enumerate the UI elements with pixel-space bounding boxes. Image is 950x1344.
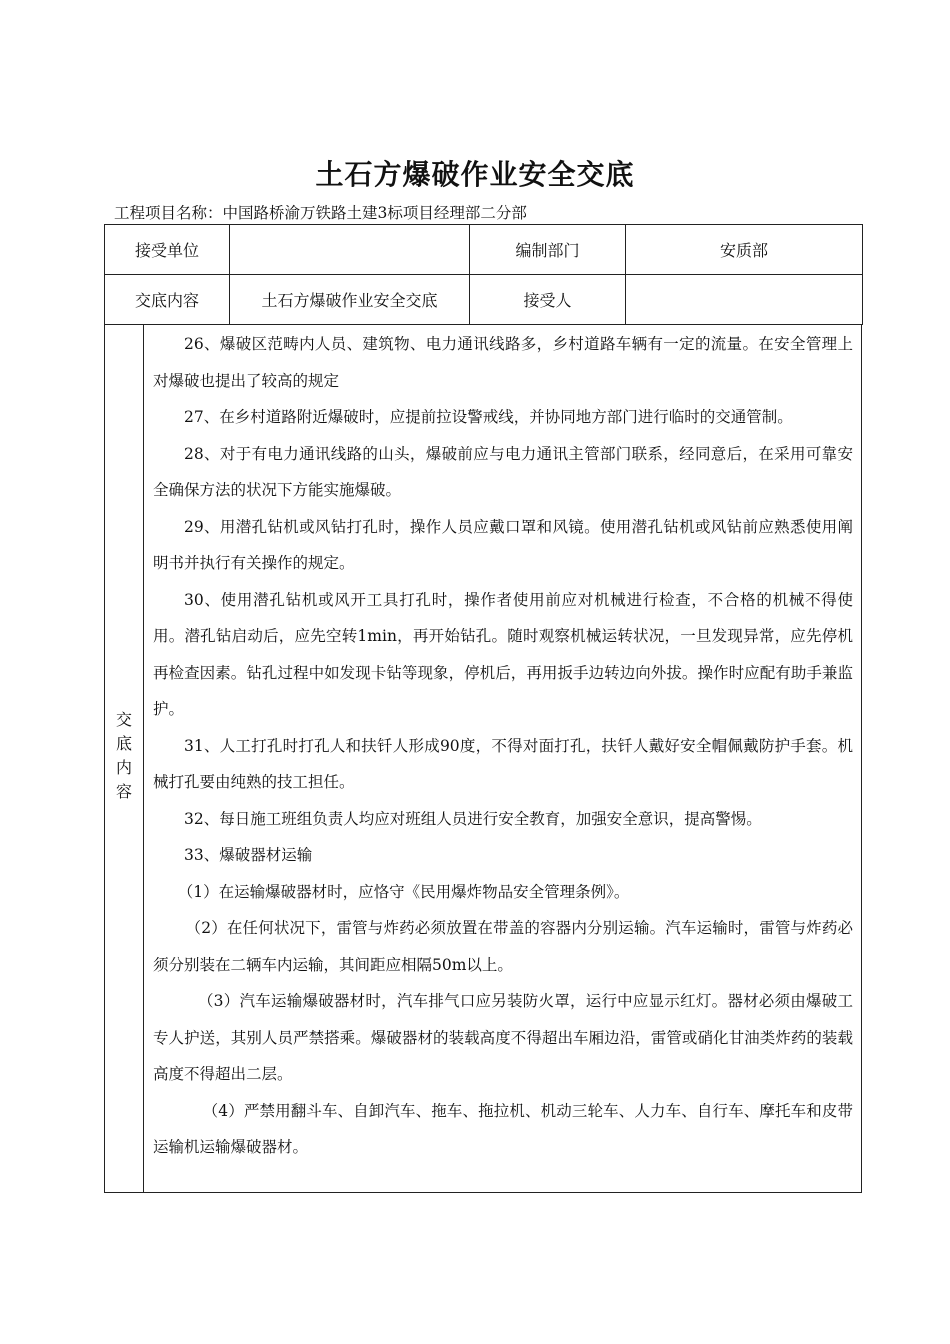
paragraph: （4）严禁用翻斗车、自卸汽车、拖车、拖拉机、机动三轮车、人力车、自行车、摩托车和皮带运输机运输爆破器材。	[153, 1101, 853, 1156]
receiver-unit-label: 接受单位	[105, 225, 230, 275]
project-name: 工程项目名称：中国路桥渝万铁路土建3标项目经理部二分部	[114, 204, 527, 222]
content-box	[104, 324, 862, 1193]
page-title: 土石方爆破作业安全交底	[315, 158, 635, 191]
receiver-unit-value	[230, 225, 470, 275]
header-table	[104, 224, 863, 325]
side-label-char: 底	[115, 734, 132, 753]
receiver-value	[626, 275, 863, 325]
paragraph: （1）在运输爆破器材时，应恪守《民用爆炸物品安全管理条例》。	[177, 882, 630, 901]
paragraph: 31、人工打孔时打孔人和扶钎人形成90度，不得对面打孔，扶钎人戴好安全帽佩戴防护手套。机械打孔要由纯熟的技工担任。	[153, 736, 853, 791]
table-row	[105, 275, 863, 325]
paragraph: （2）在任何状况下，雷管与炸药必须放置在带盖的容器内分别运输。汽车运输时，雷管与炸药必须分别装在二辆车内运输，其间距应相隔50m以上。	[153, 919, 853, 974]
content-label: 交底内容	[105, 275, 230, 325]
paragraph: 33、爆破器材运输	[184, 846, 313, 864]
paragraph: 30、使用潜孔钻机或风开工具打孔时，操作者使用前应对机械进行检查，不合格的机械不得使用。潜孔钻启动后，应先空转1min，再开始钻孔。随时观察机械运转状况，一旦发现异常，应先停机再检查因素。钻孔过程中如发现卡钻等现象，停机后，再用扳手边转边向外拔。操作时应配有助手兼监护。	[153, 590, 853, 718]
side-label-cell	[105, 324, 144, 1192]
paragraph: （3）汽车运输爆破器材时，汽车排气口应另装防火罩，运行中应显示红灯。器材必须由爆破工专人护送，其别人员严禁搭乘。爆破器材的装载高度不得超出车厢边沿，雷管或硝化甘油类炸药的装载高度不得超出二层。	[153, 992, 853, 1083]
side-label-char: 容	[115, 782, 132, 801]
paragraph: 26、爆破区范畴内人员、建筑物、电力通讯线路多，乡村道路车辆有一定的流量。在安全管理上对爆破也提出了较高的规定	[153, 335, 853, 390]
paragraph: 32、每日施工班组负责人均应对班组人员进行安全教育，加强安全意识，提高警惕。	[184, 809, 762, 828]
paragraph: 28、对于有电力通讯线路的山头，爆破前应与电力通讯主管部门联系，经同意后，在采用可靠安全确保方法的状况下方能实施爆破。	[153, 444, 853, 499]
content-value: 土石方爆破作业安全交底	[230, 275, 470, 325]
side-label-char: 交	[115, 710, 132, 729]
table-row	[105, 225, 863, 275]
receiver-label: 接受人	[470, 275, 626, 325]
dept-label: 编制部门	[470, 225, 626, 275]
dept-value: 安质部	[626, 225, 863, 275]
paragraph: 29、用潜孔钻机或风钻打孔时，操作人员应戴口罩和风镜。使用潜孔钻机或风钻前应熟悉使用阐明书并执行有关操作的规定。	[153, 517, 853, 572]
content-text	[153, 326, 853, 1166]
paragraph: 27、在乡村道路附近爆破时，应提前拉设警戒线，并协同地方部门进行临时的交通管制。	[184, 408, 793, 426]
side-label-char: 内	[115, 758, 132, 777]
side-label	[105, 708, 143, 804]
